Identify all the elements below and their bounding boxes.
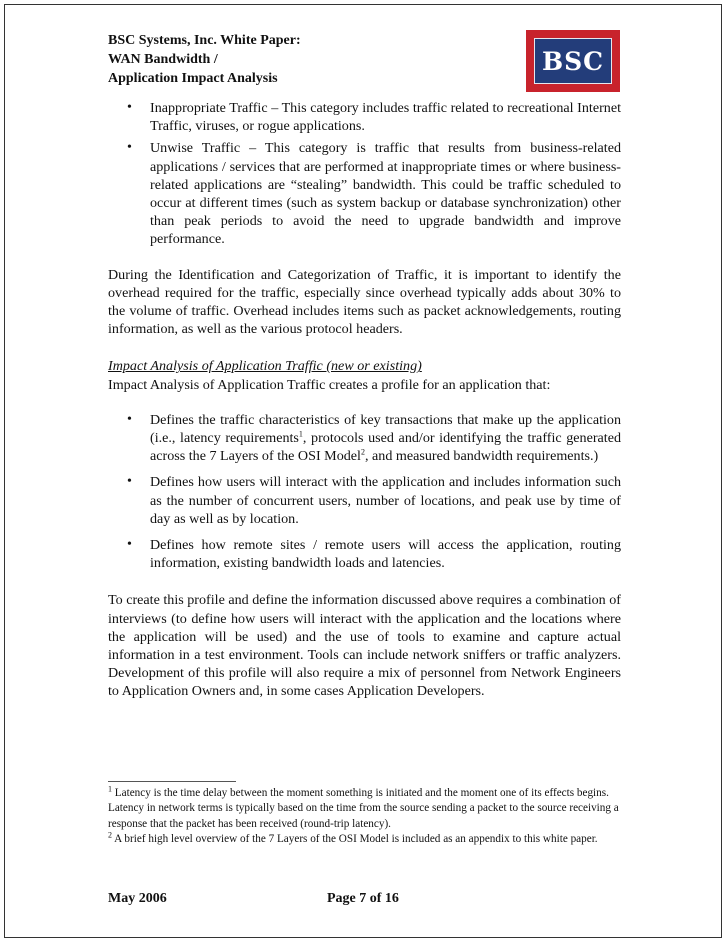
traffic-category-list bbox=[108, 99, 621, 249]
footnote-ref-1[interactable]: 1 bbox=[298, 429, 303, 439]
bsc-logo-text: BSC bbox=[534, 38, 612, 84]
header-line-2: WAN Bandwidth / bbox=[108, 52, 218, 67]
list-item-traffic-characteristics bbox=[108, 411, 621, 466]
section-intro: Impact Analysis of Application Traffic creates a profile for an application that: bbox=[108, 376, 551, 393]
header-line-3: Application Impact Analysis bbox=[108, 71, 278, 86]
paragraph-overhead: During the Identification and Categorization of Traffic, it is important to identify the overhead required for the traffic, especially since overhead typically adds about 30% to the volume of traffic. Overhead includes items such as packet acknowledgements, routing information, as well as the various protocol headers. bbox=[108, 266, 621, 338]
bsc-logo bbox=[526, 30, 620, 92]
footnote-text-2: A brief high level overview of the 7 Layers of the OSI Model is included as an appendix to this white paper. bbox=[112, 833, 598, 846]
profile-list bbox=[108, 411, 621, 573]
document-header bbox=[108, 31, 301, 88]
list-item-remote-access: • Defines how remote sites / remote users will access the application, routing information, existing bandwidth loads and latencies. bbox=[108, 536, 621, 572]
footer-page-number: Page 7 of 16 bbox=[327, 891, 399, 906]
paragraph-closing: To create this profile and define the information discussed above requires a combination of interviews (to define how users will interact with the application and the locations where the application will be used) and the use of tools to examine and capture actual information in a test environment. Tools can include network sniffers or traffic analyzers. Development of this profile will also require a mix of personnel from Network Engineers to Application Owners and, in some cases Application Developers. bbox=[108, 592, 621, 700]
footnote-ref-2[interactable]: 2 bbox=[360, 447, 365, 457]
footnote-number-2: 2 bbox=[108, 830, 112, 840]
footnote-number-1: 1 bbox=[108, 784, 112, 794]
bullet-text-part-1: Defines the traffic characteristics of key transactions that make up the application (i.e., latency requirements bbox=[150, 411, 621, 447]
list-item-user-interaction: • Defines how users will interact with the application and includes information such as the number of concurrent users, number of locations, and peak use by time of day as well as by location. bbox=[108, 473, 621, 528]
footer-date: May 2006 bbox=[108, 891, 167, 906]
section-heading: Impact Analysis of Application Traffic (new or existing) bbox=[108, 358, 422, 375]
bullet-text-part-2: , protocols used and/or identifying the traffic generated across the 7 Layers of the OSI Model bbox=[150, 430, 621, 465]
body-content bbox=[108, 99, 621, 701]
list-item-unwise-traffic: • Unwise Traffic – This category is traffic that results from business-related applications / services that are performed at inappropriate times or where business-related applications are “stealing” bandwidth. This could be traffic scheduled to occur at different times (such as system backup or database synchronization) other than peak periods to avoid the need to upgrade bandwidth and improve performance. bbox=[108, 139, 621, 248]
footnote-divider bbox=[108, 781, 236, 782]
footnote-1 bbox=[108, 786, 621, 832]
footnotes bbox=[108, 786, 621, 848]
list-item-inappropriate-traffic: • Inappropriate Traffic – This category includes traffic related to recreational Internet Traffic, viruses, or rogue applications. bbox=[108, 99, 621, 135]
header-line-1: BSC Systems, Inc. White Paper: bbox=[108, 33, 301, 48]
footnote-2 bbox=[108, 832, 621, 847]
bullet-text-part-3: , and measured bandwidth requirements.) bbox=[364, 448, 599, 465]
footnote-text-1: Latency is the time delay between the moment something is initiated and the moment one of its effects begins. Latency in network terms is typically based on the time from the source sending a packet to the source receiving a response that the packet has been received (round-trip latency). bbox=[108, 787, 619, 830]
